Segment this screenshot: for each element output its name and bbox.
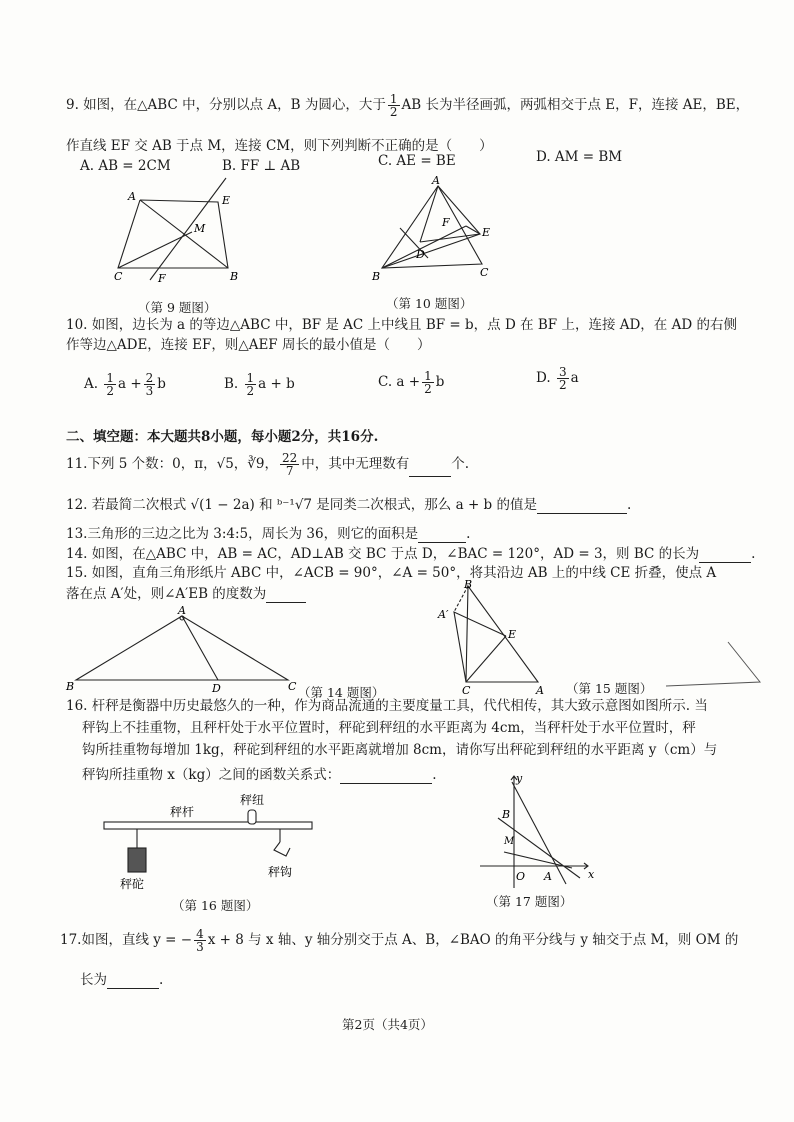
fig14-triangle-abc (76, 616, 288, 680)
fig10-line-ad (420, 186, 438, 242)
q15-answer-blank[interactable] (266, 584, 306, 603)
fig9-label-e: E (222, 194, 231, 207)
q9-option-a: A. AB = 2CM (80, 158, 171, 174)
fig10-label-a: A (432, 174, 440, 187)
fig10-label-c: C (480, 266, 489, 279)
figure-10 (370, 172, 500, 284)
fig9-caption: （第 9 题图） (138, 300, 217, 315)
fig15-label-c: C (462, 684, 471, 696)
fig10-line-ef (466, 226, 480, 234)
fig9-label-a: A (128, 190, 136, 203)
q10-line1: 10. 如图，边长为 a 的等边△ABC 中，BF 是 AC 上中线且 BF = b，点 D 在 BF 上，连接 AD，在 AD 的右侧 (66, 317, 737, 333)
q12-answer-blank[interactable] (537, 495, 627, 514)
fig10-label-b: B (372, 270, 381, 283)
fig16-knob (248, 810, 256, 824)
q13: 13.三角形的三边之比为 3:4:5，周长为 36，则它的面积是 . (66, 526, 471, 542)
figure-16 (100, 792, 320, 892)
fig14-label-a: A (178, 604, 186, 617)
fig16-label-weight: 秤砣 (120, 877, 145, 891)
fig16-label-knob: 秤纽 (240, 793, 265, 807)
fig9-line-ef (150, 178, 226, 280)
fig10-line-bf (382, 226, 466, 268)
fig14-label-b: B (66, 680, 75, 693)
q9-line1: 9. 如图，在△ABC 中，分别以点 A，B 为圆心，大于 $\frac{1}{2}$ AB 长为半径画弧，两弧相交于点 E，F，连接 AE，BE， (66, 92, 750, 119)
q17-answer-blank[interactable] (107, 970, 159, 989)
q14-answer-blank[interactable] (699, 544, 751, 563)
q14: 14. 如图，在△ABC 中，AB = AC，AD⊥AB 交 BC 于点 D，∠BAC = 120°，AD = 3，则 BC 的长为 . (66, 546, 756, 562)
q16-line2: 秤钩上不挂重物，且秤杆处于水平位置时，秤砣到秤纽的水平距离为 4cm，当秤杆处于水平位置时，秤 (82, 720, 696, 736)
q17-line1: 17.如图，直线 y = − $\frac{4}{3}$ x + 8 与 x 轴、y 轴分别交于点 A、B，∠BAO 的角平分线与 y 轴交于点 M，则 OM 的 (60, 927, 739, 954)
q10-line2: 作等边△ADE，连接 EF，则△AEF 周长的最小值是（ ） (66, 337, 431, 353)
fig10-label-f: F (442, 216, 450, 229)
fig14-caption: （第 14 题图） (298, 685, 385, 700)
section-2-heading: 二、填空题：本大题共8小题，每小题2分，共16分. (66, 429, 379, 445)
fig15-label-a-prime: A′ (438, 608, 449, 621)
fig14-line-ad (182, 616, 218, 680)
fig10-label-e: E (482, 226, 491, 239)
fig9-label-m: M (194, 222, 206, 235)
q10-option-c: C. a + $\frac{1}{2}$ b (378, 369, 445, 396)
fig9-quadrilateral (118, 200, 228, 268)
fig17-label-a: A (544, 870, 552, 883)
q9-fraction: $\frac{1}{2}$ (389, 92, 398, 119)
q17-line2: 长为 . (80, 972, 164, 988)
fig9-label-f: F (158, 272, 166, 285)
fig17-label-b: B (502, 808, 511, 821)
fig15-label-a: A (536, 684, 544, 696)
fig17-label-y: y (516, 772, 523, 785)
fig9-label-c: C (114, 270, 123, 283)
q11: 11.下列 5 个数：0，π，√5，∛9， $\frac{22}{7}$ 中，其中无理数有 个. (66, 451, 470, 478)
fig15-label-b: B (464, 578, 473, 591)
fig14-label-c: C (288, 680, 297, 693)
page-footer: 第2页（共4页） (342, 1017, 433, 1032)
q9-option-d: D. AM = BM (536, 149, 623, 165)
q13-answer-blank[interactable] (418, 524, 466, 543)
q16-answer-blank[interactable] (340, 765, 432, 784)
fig17-bisector (498, 818, 580, 878)
fig10-label-d: D (416, 248, 425, 261)
figure-9 (108, 176, 258, 286)
fig15-caption: （第 15 题图） (566, 681, 653, 696)
fig16-label-beam: 秤杆 (170, 805, 195, 819)
fig16-hook (274, 842, 290, 856)
fig9-label-b: B (230, 270, 239, 283)
fig16-label-hook: 秤钩 (268, 865, 293, 879)
figure-17 (476, 772, 600, 892)
fig16-caption: （第 16 题图） (172, 898, 259, 913)
q12: 12. 若最简二次根式 √(1 − 2a) 和 ᵇ⁻¹√7 是同类二次根式，那么 a + b 的值是 . (66, 497, 632, 513)
fig14-label-d: D (212, 682, 221, 694)
fig17-label-o: O (516, 870, 526, 883)
fig17-caption: （第 17 题图） (486, 894, 573, 909)
figure-14 (62, 604, 302, 694)
figure-15 (434, 578, 554, 696)
fig15-label-e: E (508, 628, 517, 641)
q10-option-d: D. $\frac{3}{2}$ a (536, 365, 579, 392)
fig15-line-ce (466, 636, 506, 682)
scan-edge-mark (660, 638, 770, 688)
fig10-caption: （第 10 题图） (386, 296, 473, 311)
q10-option-b: B. $\frac{1}{2}$ a + b (224, 371, 295, 398)
fig10-line-be (382, 234, 480, 268)
fig16-weight (128, 848, 146, 872)
q15-line2: 落在点 A′处，则∠A′EB 的度数为 (66, 584, 306, 603)
q15-line1: 15. 如图，直角三角形纸片 ABC 中，∠ACB = 90°，∠A = 50°，将其沿边 AB 上的中线 CE 折叠，使点 A (66, 565, 717, 581)
fig17-label-x: x (588, 868, 595, 881)
fig17-label-m: M (504, 836, 515, 847)
q11-answer-blank[interactable] (409, 458, 451, 477)
q10-option-a: A. $\frac{1}{2}$ a + $\frac{2}{3}$ b (84, 371, 166, 398)
fig9-line-cm (118, 232, 192, 268)
q16-line4: 秤钩所挂重物 x（kg）之间的函数关系式： . (82, 767, 437, 783)
q9-option-c: C. AE = BE (378, 153, 456, 169)
fig17-line-ab (512, 782, 566, 884)
q9-option-b: B. FF ⊥ AB (222, 158, 301, 174)
fig16-beam (104, 822, 312, 829)
q16-line1: 16. 杆秤是衡器中历史最悠久的一种，作为商品流通的主要度量工具，代代相传，其大致示意图如图所示. 当 (66, 698, 708, 714)
q9-line2: 作直线 EF 交 AB 于点 M，连接 CM，则下列判断不正确的是（ ） (66, 138, 493, 154)
fig15-folded (454, 612, 506, 682)
q16-line3: 钩所挂重物每增加 1kg，秤砣到秤纽的水平距离就增加 8cm，请你写出秤砣到秤纽的水平距离 y（cm）与 (82, 742, 718, 758)
